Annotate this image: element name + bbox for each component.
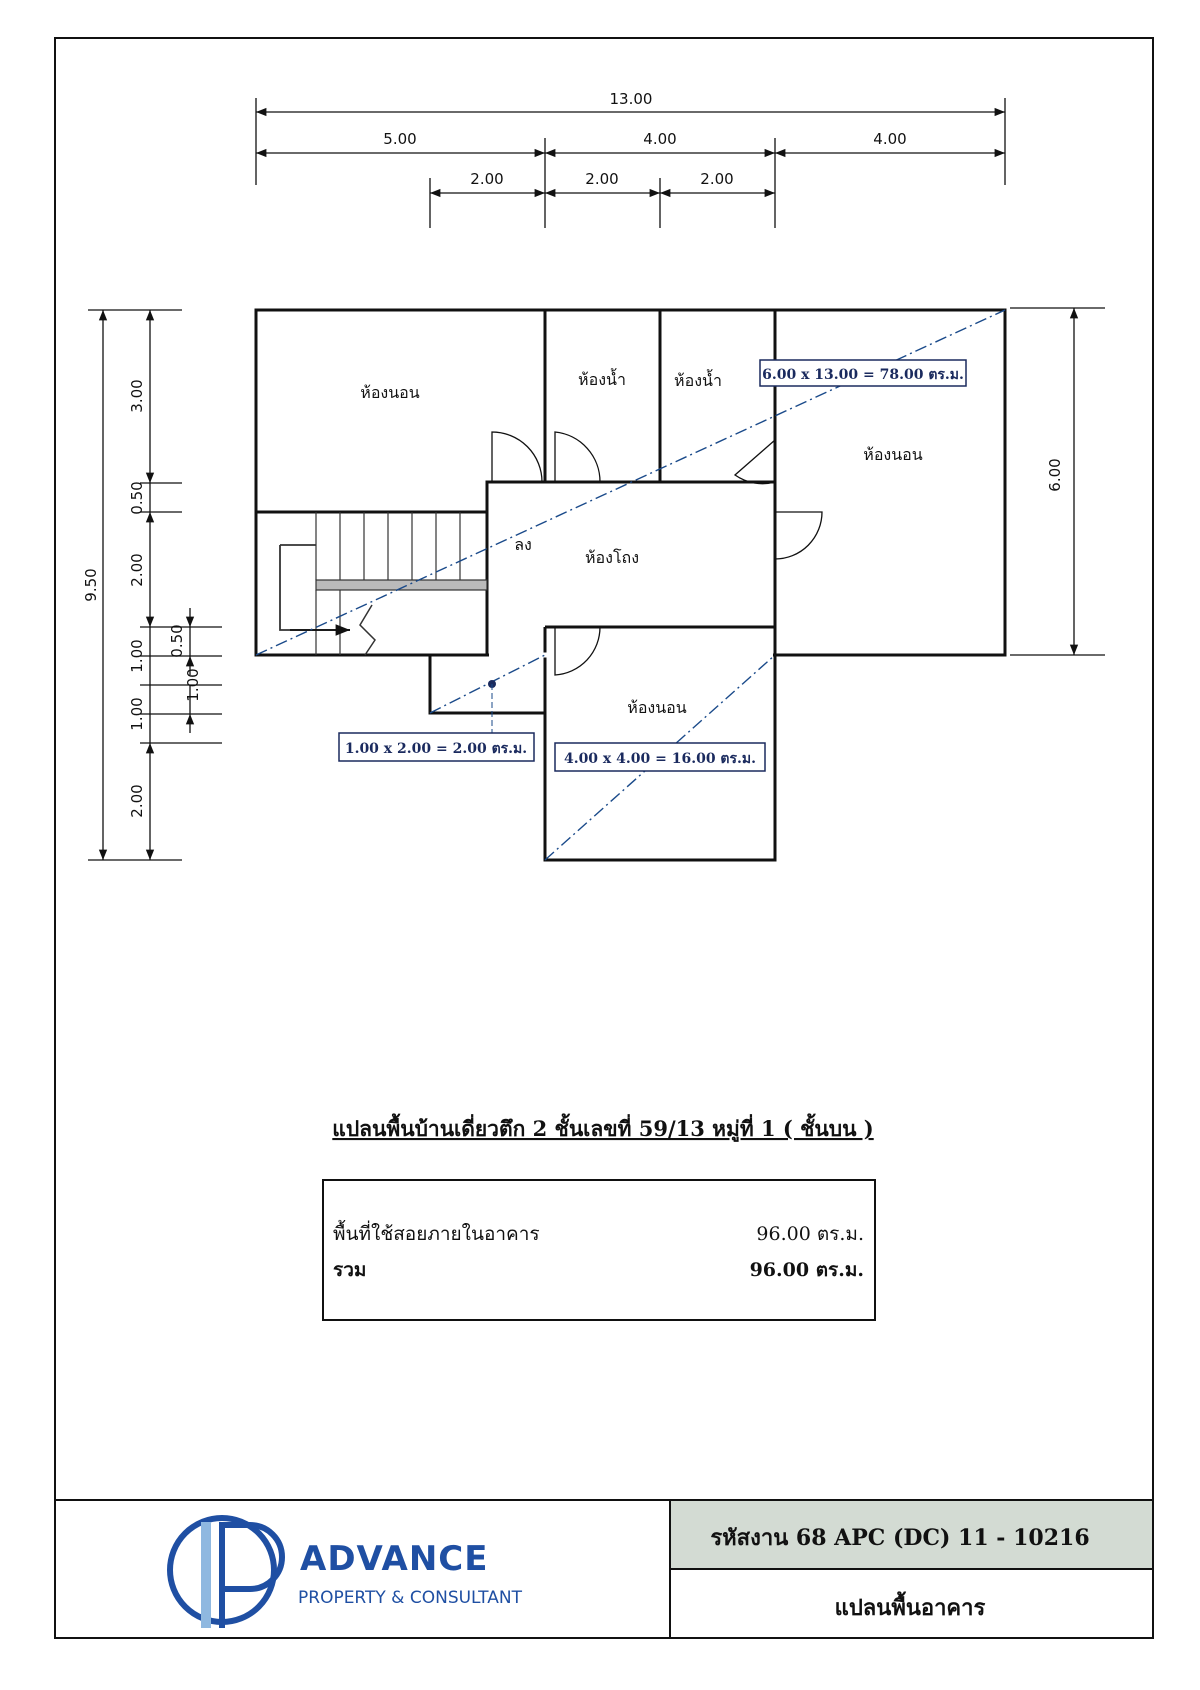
room-bath-1: ห้องน้ำ: [578, 370, 626, 389]
summary-total-label: รวม: [333, 1259, 367, 1281]
dim-left-5: 1.00: [128, 639, 146, 673]
room-hall: ห้องโถง: [584, 548, 640, 567]
sheet-border: [55, 38, 1153, 1638]
summary-row1-label: พื้นที่ใช้สอยภายในอาคาร: [333, 1223, 540, 1245]
dim-top-2: 4.00: [643, 130, 677, 148]
dim-top-1: 5.00: [383, 130, 417, 148]
area-label-small: 1.00 x 2.00 = 2.00 ตร.ม.: [344, 741, 528, 757]
plan-title: แปลนพื้นบ้านเดี่ยวตึก 2 ชั้นเลขที่ 59/13 หมู่ที่ 1 ( ชั้นบน ): [332, 1116, 874, 1141]
dim-left-8: 2.00: [128, 784, 146, 818]
room-bedroom-1: ห้องนอน: [360, 383, 420, 402]
job-code: รหัสงาน 68 APC (DC) 11 - 10216: [710, 1525, 1090, 1551]
dim-left-7: 1.00: [128, 697, 146, 731]
dim-top-6: 2.00: [700, 170, 734, 188]
summary-row1-value: 96.00 ตร.ม.: [756, 1223, 864, 1245]
area-label-lower: 4.00 x 4.00 = 16.00 ตร.ม.: [563, 751, 757, 767]
logo-wordmark: ADVANCE: [300, 1539, 489, 1579]
dim-left-total: 9.50: [82, 568, 100, 602]
company-logo: [170, 1518, 282, 1628]
dim-left-3: 2.00: [128, 553, 146, 587]
summary-total-value: 96.00 ตร.ม.: [749, 1259, 864, 1281]
area-label-main: 6.00 x 13.00 = 78.00 ตร.ม.: [762, 367, 964, 383]
summary-box: [323, 1180, 875, 1320]
doc-title: แปลนพื้นอาคาร: [834, 1595, 986, 1621]
dim-left-1: 3.00: [128, 379, 146, 413]
dim-top-4: 2.00: [470, 170, 504, 188]
dim-top-total: 13.00: [609, 90, 653, 108]
dim-left-2: 0.50: [128, 481, 146, 515]
room-bedroom-2: ห้องนอน: [863, 445, 923, 464]
left-dimensions: [88, 310, 222, 860]
dim-right: 6.00: [1046, 458, 1064, 492]
top-dimensions: [256, 98, 1005, 228]
logo-tagline: PROPERTY & CONSULTANT: [298, 1588, 522, 1608]
dim-top-5: 2.00: [585, 170, 619, 188]
stairs: [280, 512, 487, 655]
doors: [492, 432, 822, 675]
dim-left-4: 0.50: [168, 624, 186, 658]
dim-top-3: 4.00: [873, 130, 907, 148]
dim-left-6: 1.00: [184, 668, 202, 702]
room-bedroom-3: ห้องนอน: [627, 698, 687, 717]
stair-down-label: ลง: [514, 535, 532, 554]
room-bath-2: ห้องน้ำ: [674, 371, 722, 390]
